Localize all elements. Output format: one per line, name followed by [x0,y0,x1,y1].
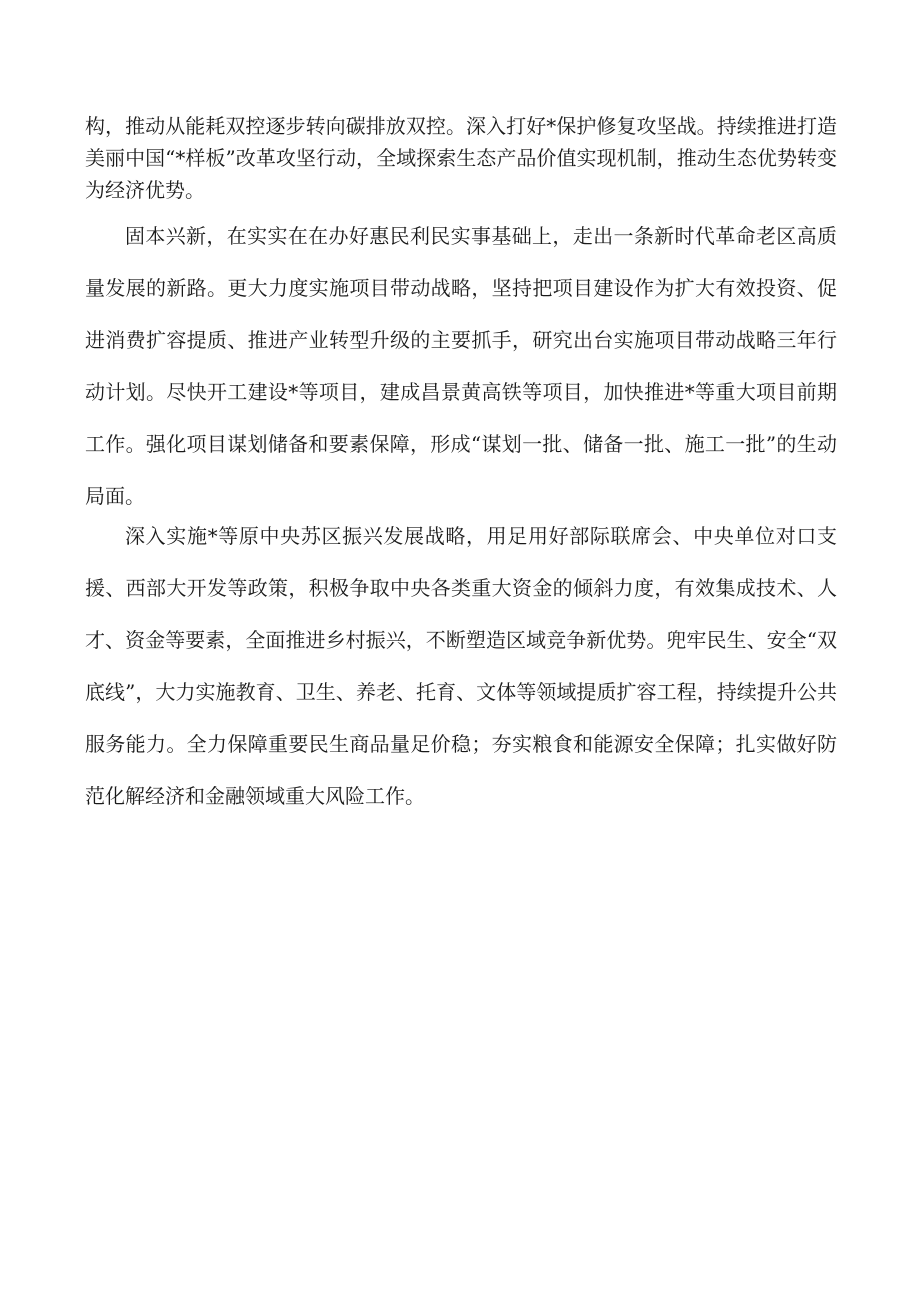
paragraph-continuation: 构，推动从能耗双控逐步转向碳排放双控。深入打好*保护修复攻坚战。持续推进打造美丽中国“*样板”改革攻坚行动，全域探索生态产品价值实现机制，推动生态优势转变为经济优势。 [85,114,837,202]
paragraph-project-strategy: 固本兴新，在实实在在办好惠民利民实事基础上，走出一条新时代革命老区高质量发展的新路。更大力度实施项目带动战略，坚持把项目建设作为扩大有效投资、促进消费扩容提质、推进产业转型升级的主要抓手，研究出台实施项目带动战略三年行动计划。尽快开工建设*等项目，建成昌景黄高铁等项目，加快推进*等重大项目前期工作。强化项目谋划储备和要素保障，形成“谋划一批、储备一批、施工一批”的生动局面。 [85,224,837,508]
paragraph-revitalization: 深入实施*等原中央苏区振兴发展战略，用足用好部际联席会、中央单位对口支援、西部大开发等政策，积极争取中央各类重大资金的倾斜力度，有效集成技术、人才、资金等要素，全面推进乡村振兴，不断塑造区域竞争新优势。兜牢民生、安全“双底线”，大力实施教育、卫生、养老、托育、文体等领域提质扩容工程，持续提升公共服务能力。全力保障重要民生商品量足价稳；夯实粮食和能源安全保障；扎实做好防范化解经济和金融领域重大风险工作。 [85,524,837,808]
